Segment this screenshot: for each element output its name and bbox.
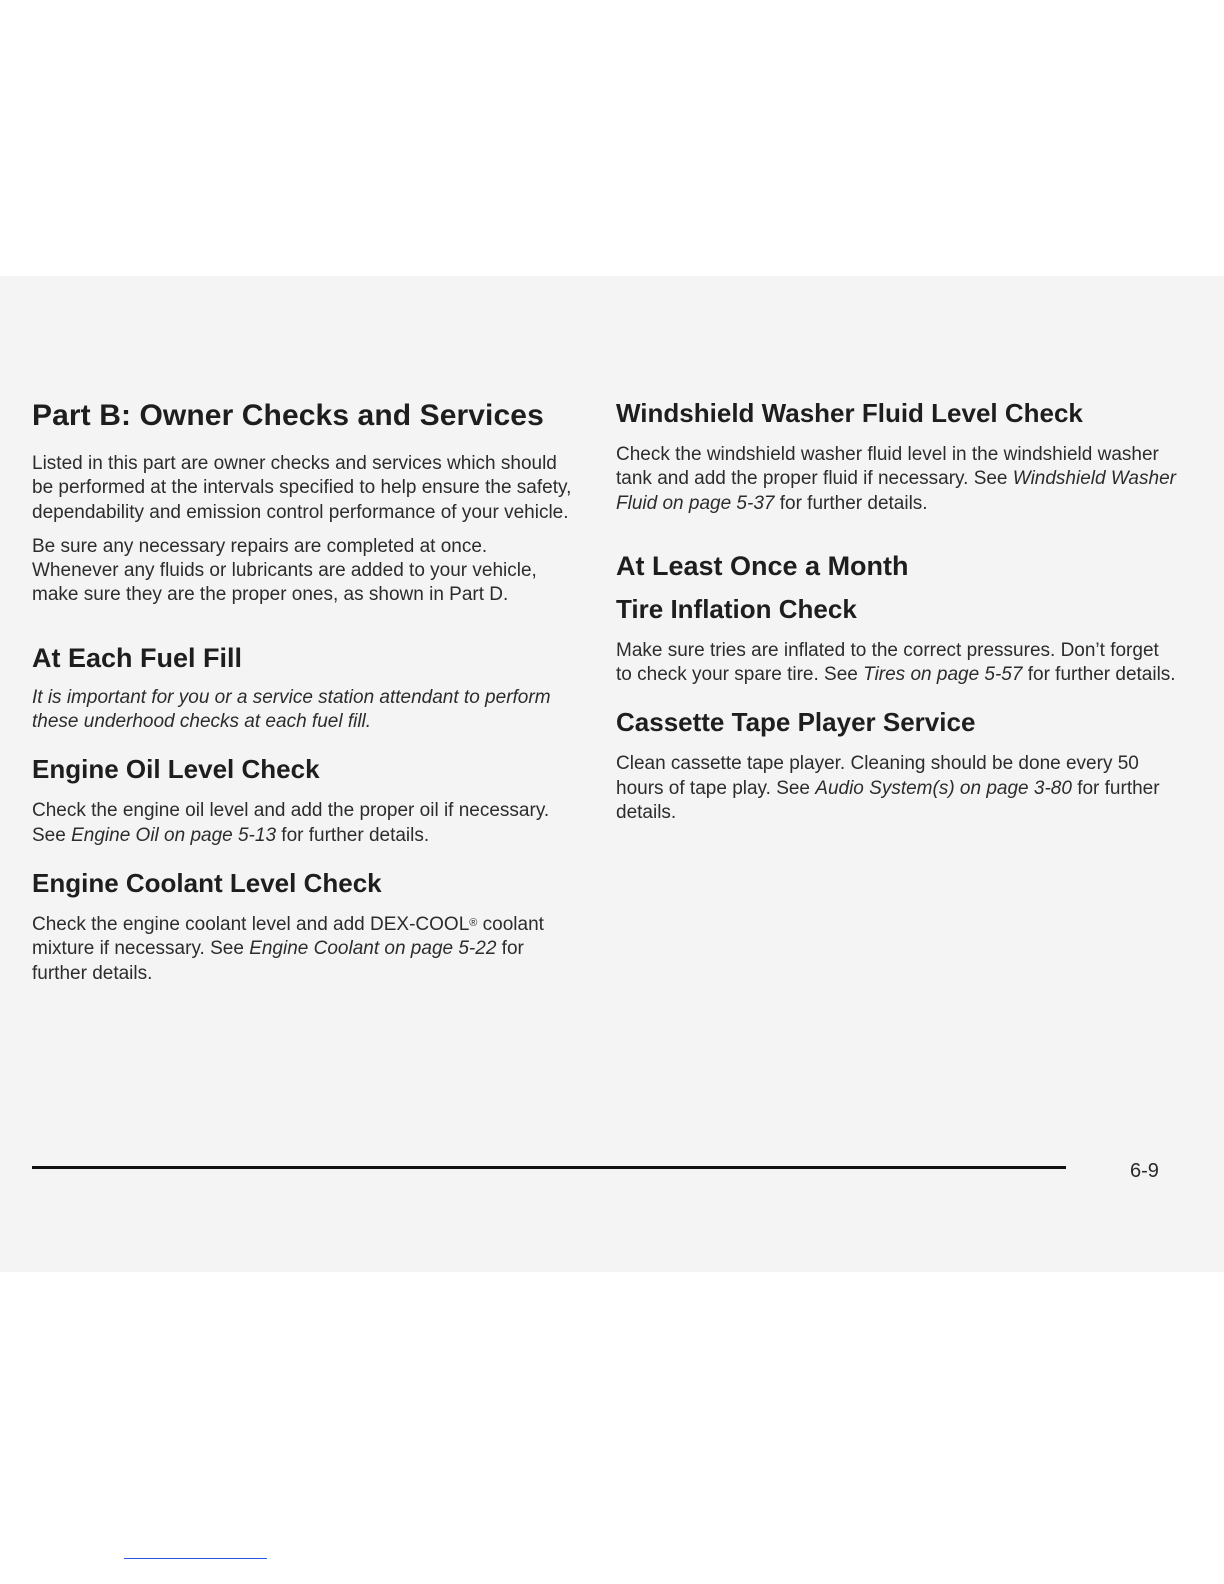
engine-oil-reference: Engine Oil on page 5-13 — [71, 824, 277, 846]
engine-coolant-reference: Engine Coolant on page 5-22 — [249, 938, 497, 960]
washer-fluid-reference: Windshield Washer Fluid on page 5-37 — [616, 468, 1176, 514]
bottom-link-underline — [124, 1558, 267, 1559]
once-a-month-heading: At Least Once a Month — [616, 550, 909, 581]
tires-reference: Tires on page 5-57 — [863, 664, 1023, 686]
engine-oil-text: Check the engine oil level and add the proper oil if necessary. See Engine Oil on page 5-13 for further details. — [32, 800, 550, 846]
part-b-title: Part B: Owner Checks and Services — [32, 399, 544, 432]
engine-oil-heading: Engine Oil Level Check — [32, 754, 320, 785]
fuel-fill-note: It is important for you or a service station attendant to perform these underhood checks at each fuel fill. — [32, 686, 551, 733]
cassette-service-heading: Cassette Tape Player Service — [616, 707, 976, 738]
registered-mark: ® — [469, 916, 478, 929]
washer-fluid-text: Check the windshield washer fluid level in the windshield washer tank and add the proper fluid if necessary. See Windshield Washer Fluid on page 5-37 for further details. — [616, 444, 1176, 514]
cassette-service-text: Clean cassette tape player. Cleaning should be done every 50 hours of tape play. See Audio System(s) on page 3-80 for further details. — [616, 753, 1160, 824]
engine-coolant-text: Check the engine coolant level and add DEX-COOL® coolant mixture if necessary. See Engine Coolant on page 5-22 for further details. — [32, 913, 544, 984]
at-each-fuel-fill-heading: At Each Fuel Fill — [32, 642, 243, 673]
audio-system-reference: Audio System(s) on page 3-80 — [815, 777, 1072, 799]
left-column — [32, 398, 572, 996]
footer-rule — [32, 1166, 1066, 1169]
intro-paragraph-2: Be sure any necessary repairs are completed at once. Whenever any fluids or lubricants are added to your vehicle, make sure they are the proper ones, as shown in Part D. — [32, 535, 537, 606]
page-number: 6-9 — [1130, 1160, 1159, 1182]
tire-inflation-text: Make sure tries are inflated to the correct pressures. Don’t forget to check your spare tire. See Tires on page 5-57 for further details. — [616, 639, 1176, 686]
tire-inflation-heading: Tire Inflation Check — [616, 593, 857, 624]
engine-coolant-heading: Engine Coolant Level Check — [32, 867, 382, 898]
right-column — [616, 398, 1176, 835]
washer-fluid-heading: Windshield Washer Fluid Level Check — [616, 398, 1083, 428]
intro-paragraph-1: Listed in this part are owner checks and services which should be performed at the intervals specified to help ensure the safety, dependability and emission control performance of your vehicle. — [32, 453, 572, 523]
